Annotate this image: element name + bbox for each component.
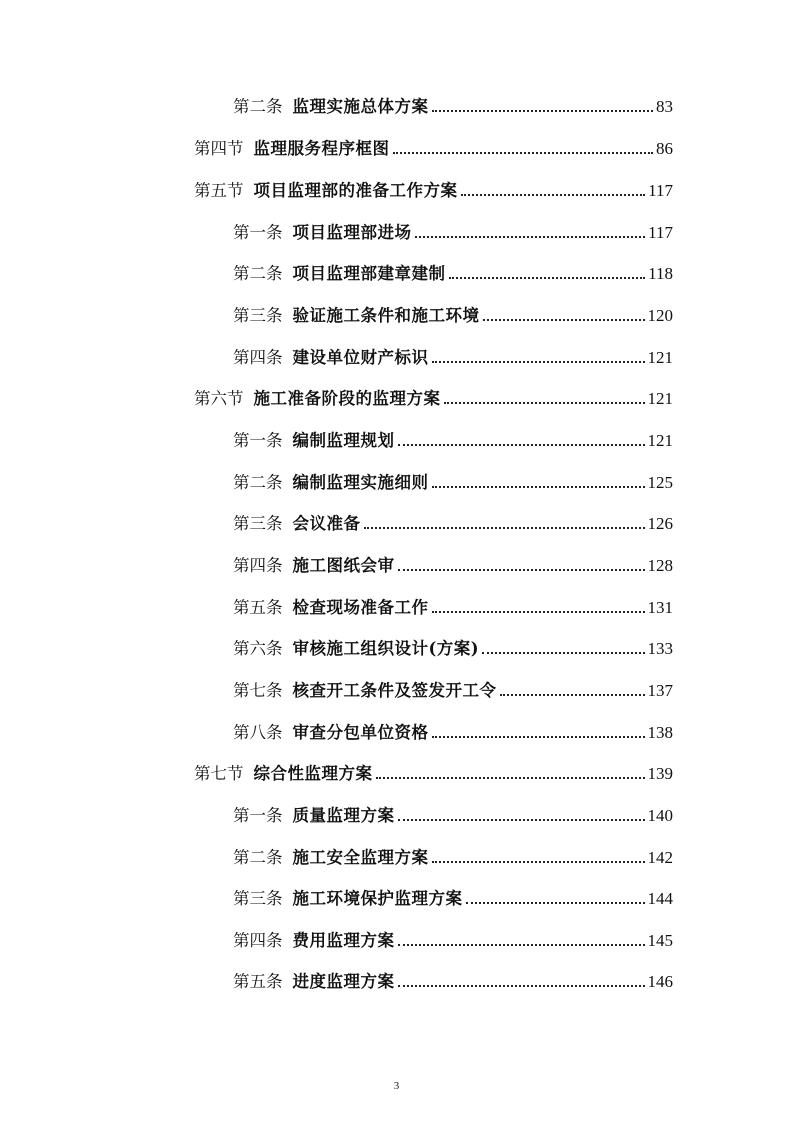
- dot-leader: [432, 861, 645, 863]
- toc-entry-number: 第四条: [233, 931, 283, 950]
- toc-entry-title: 质量监理方案: [292, 806, 395, 825]
- toc-entry-title: 项目监理部的准备工作方案: [253, 181, 458, 200]
- toc-entry-number: 第一条: [233, 431, 283, 450]
- toc-entry-title: 施工图纸会审: [292, 556, 395, 575]
- toc-entry[interactable]: [233, 343, 673, 373]
- dot-leader: [398, 444, 645, 446]
- toc-entry[interactable]: [194, 134, 673, 164]
- toc-entry-title: 监理实施总体方案: [292, 97, 429, 116]
- toc-entry[interactable]: [233, 468, 673, 498]
- toc-entry-title: 施工安全监理方案: [292, 848, 429, 867]
- dot-leader: [432, 611, 645, 613]
- toc-entry-number: 第四节: [194, 139, 244, 158]
- toc-entry-title: 审核施工组织设计(方案): [292, 639, 480, 658]
- toc-entry-title: 验证施工条件和施工环境: [292, 306, 480, 325]
- toc-entry-page: 125: [647, 473, 673, 492]
- toc-entry-title: 会议准备: [292, 514, 361, 533]
- toc-entry-title: 检查现场准备工作: [292, 598, 429, 617]
- dot-leader: [398, 569, 645, 571]
- toc-entry[interactable]: [233, 426, 673, 456]
- toc-entry-page: 137: [647, 681, 673, 700]
- toc-entry-title: 项目监理部建章建制: [292, 264, 446, 283]
- dot-leader: [483, 319, 645, 321]
- toc-entry[interactable]: [233, 801, 673, 831]
- toc-entry-page: 126: [647, 514, 673, 533]
- toc-entry[interactable]: [233, 301, 673, 331]
- toc-entry-page: 121: [647, 348, 673, 367]
- toc-entry-title: 费用监理方案: [292, 931, 395, 950]
- toc-entry-number: 第二条: [233, 264, 283, 283]
- toc-entry-page: 145: [647, 931, 673, 950]
- dot-leader: [398, 985, 645, 987]
- dot-leader: [398, 944, 645, 946]
- toc-entry[interactable]: [194, 176, 673, 206]
- toc-entry-number: 第五条: [233, 972, 283, 991]
- page-number: 3: [393, 1080, 400, 1092]
- toc-entry-number: 第一条: [233, 223, 283, 242]
- toc-entry[interactable]: [233, 926, 673, 956]
- toc-entry[interactable]: [233, 718, 673, 748]
- toc-entry-number: 第五节: [194, 181, 244, 200]
- toc-entry-number: 第五条: [233, 598, 283, 617]
- toc-entry-title: 综合性监理方案: [253, 764, 373, 783]
- dot-leader: [393, 152, 654, 154]
- toc-entry-page: 117: [648, 223, 673, 242]
- toc-entry-title: 施工环境保护监理方案: [292, 889, 463, 908]
- toc-entry[interactable]: [233, 509, 673, 539]
- toc-entry-page: 86: [656, 139, 673, 158]
- toc-entry-page: 131: [647, 598, 673, 617]
- toc-entry-page: 146: [647, 972, 673, 991]
- toc-entry-page: 83: [656, 97, 673, 116]
- toc-entry-number: 第六节: [194, 389, 244, 408]
- toc-entry-number: 第二条: [233, 473, 283, 492]
- toc-entry-page: 128: [647, 556, 673, 575]
- toc-entry-number: 第八条: [233, 723, 283, 742]
- toc-entry-number: 第三条: [233, 514, 283, 533]
- toc-entry-page: 133: [647, 639, 673, 658]
- dot-leader: [432, 486, 645, 488]
- toc-entry-title: 编制监理实施细则: [292, 473, 429, 492]
- toc-entry-page: 144: [647, 889, 673, 908]
- toc-entry[interactable]: [194, 759, 673, 789]
- toc-entry-title: 建设单位财产标识: [292, 348, 429, 367]
- toc-entry-number: 第一条: [233, 806, 283, 825]
- toc-entry-page: 140: [647, 806, 673, 825]
- toc-entry-page: 138: [647, 723, 673, 742]
- toc-entry-number: 第七节: [194, 764, 244, 783]
- toc-entry-page: 121: [647, 431, 673, 450]
- toc-entry[interactable]: [233, 551, 673, 581]
- toc-entry-title: 项目监理部进场: [292, 223, 412, 242]
- toc-entry-number: 第六条: [233, 639, 283, 658]
- toc-entry[interactable]: [233, 967, 673, 997]
- dot-leader: [432, 361, 645, 363]
- toc-entry-number: 第四条: [233, 556, 283, 575]
- dot-leader: [500, 694, 645, 696]
- toc-entry[interactable]: [233, 843, 673, 873]
- toc-entry-title: 编制监理规划: [292, 431, 395, 450]
- toc-entry-page: 120: [647, 306, 673, 325]
- toc-entry-page: 118: [648, 264, 673, 283]
- toc-entry[interactable]: [233, 884, 673, 914]
- toc-entry-number: 第三条: [233, 306, 283, 325]
- dot-leader: [432, 736, 645, 738]
- toc-entry[interactable]: [233, 218, 673, 248]
- toc-entry-number: 第二条: [233, 848, 283, 867]
- toc-entry-title: 核查开工条件及签发开工令: [292, 681, 497, 700]
- toc-entry[interactable]: [233, 92, 673, 122]
- toc-entry-page: 121: [647, 389, 673, 408]
- toc-entry-page: 139: [647, 764, 673, 783]
- toc-entry-number: 第三条: [233, 889, 283, 908]
- toc-entry-page: 142: [647, 848, 673, 867]
- toc-entry[interactable]: [233, 593, 673, 623]
- dot-leader: [482, 652, 644, 654]
- toc-entry[interactable]: [233, 676, 673, 706]
- dot-leader: [461, 194, 646, 196]
- dot-leader: [432, 110, 654, 112]
- toc-entry[interactable]: [194, 384, 673, 414]
- toc-entry-title: 施工准备阶段的监理方案: [253, 389, 441, 408]
- toc-entry-number: 第二条: [233, 97, 283, 116]
- toc-entry-title: 审查分包单位资格: [292, 723, 429, 742]
- dot-leader: [449, 277, 646, 279]
- dot-leader: [444, 402, 645, 404]
- toc-entry-number: 第七条: [233, 681, 283, 700]
- toc-entry[interactable]: [233, 259, 673, 289]
- dot-leader: [364, 527, 645, 529]
- dot-leader: [398, 819, 645, 821]
- dot-leader: [415, 236, 646, 238]
- toc-entry[interactable]: [233, 634, 673, 664]
- toc-entry-title: 进度监理方案: [292, 972, 395, 991]
- dot-leader: [466, 902, 645, 904]
- toc-entry-number: 第四条: [233, 348, 283, 367]
- dot-leader: [376, 777, 645, 779]
- toc-entry-page: 117: [648, 181, 673, 200]
- toc-entry-title: 监理服务程序框图: [253, 139, 390, 158]
